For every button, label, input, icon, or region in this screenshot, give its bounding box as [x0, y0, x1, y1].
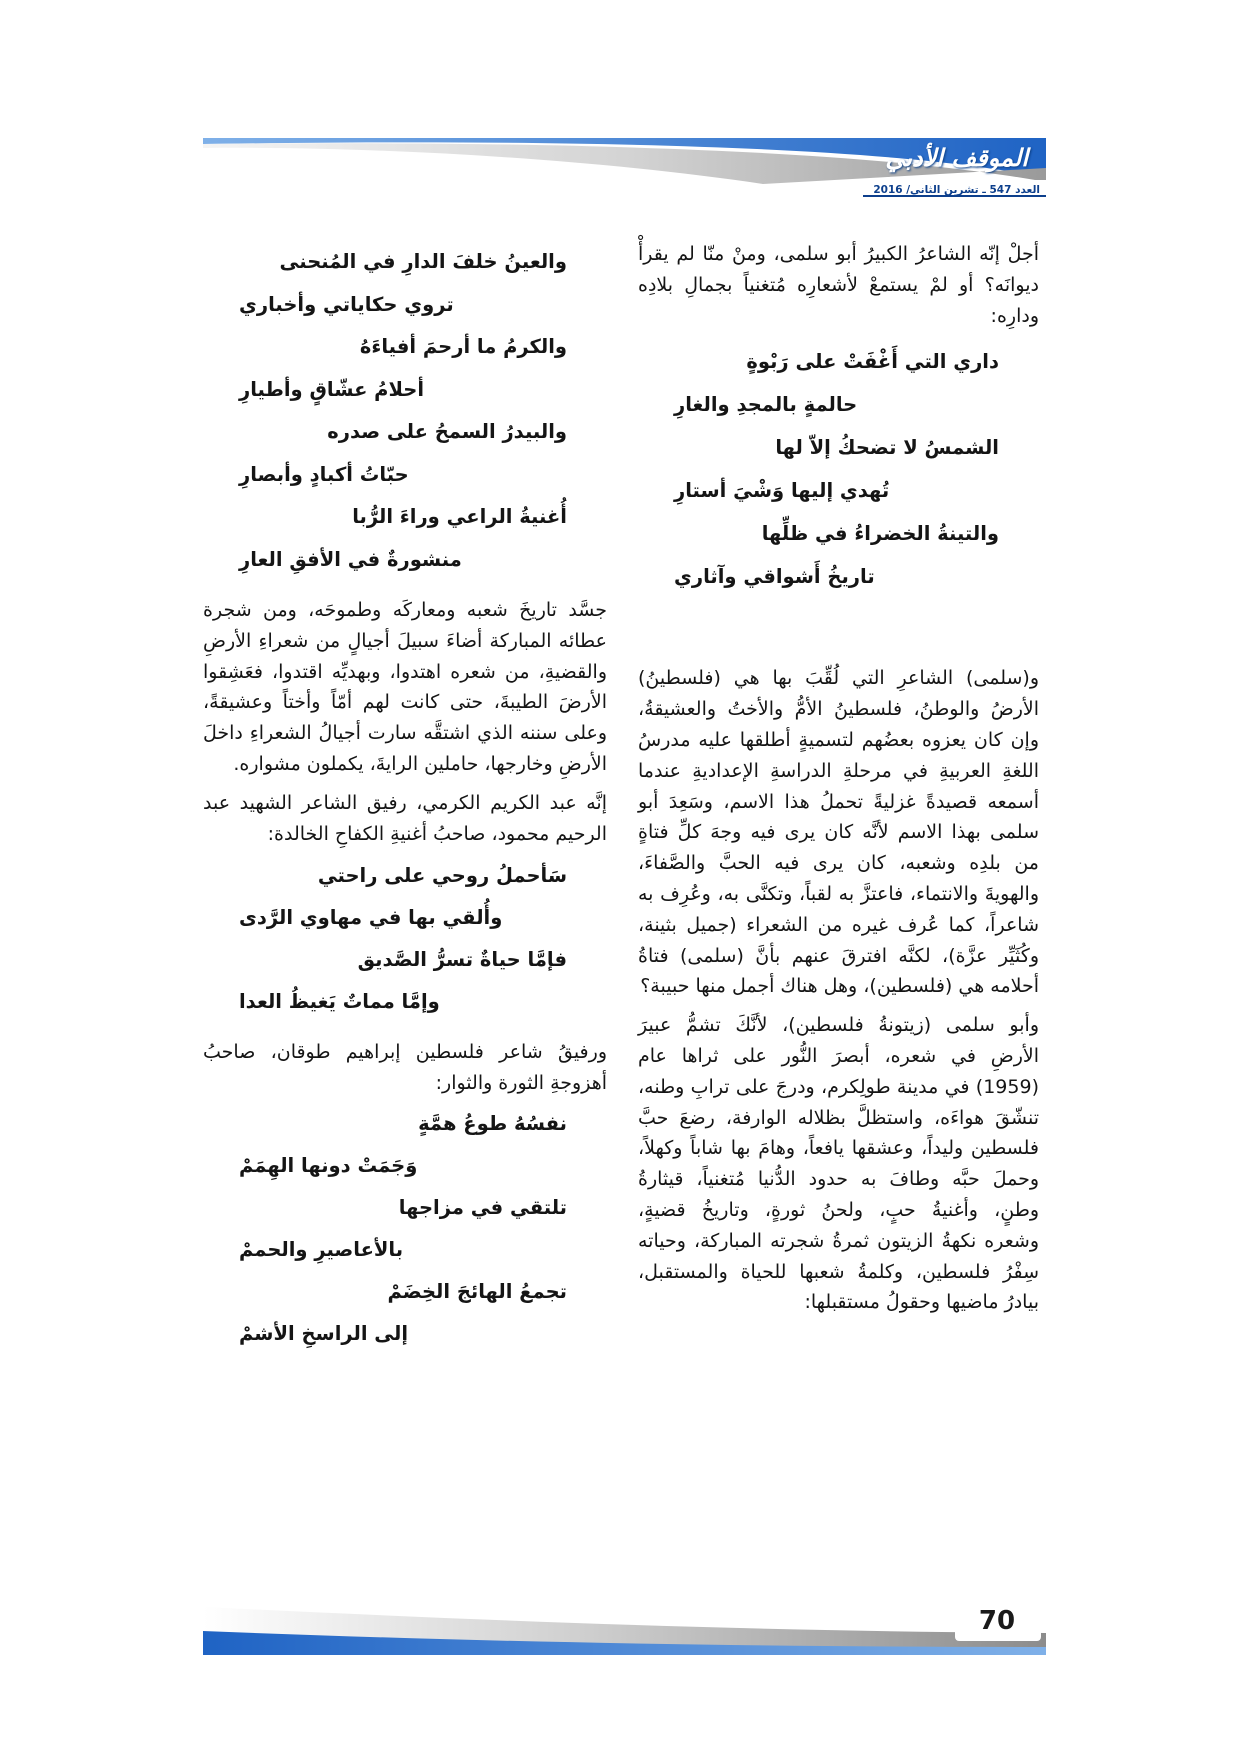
poem-4	[203, 1113, 607, 1365]
issue-info: العدد 547 ـ تشرين الثاني/ 2016	[873, 184, 1040, 196]
paragraph-tuqan: ورفيقُ شاعر فلسطين إبراهيم طوقان، صاحبُ أهزوجةِ الثورة والثوار:	[203, 1041, 607, 1095]
poem-3-line: وأُلقي بها في مهاوي الرَّدى	[239, 906, 503, 930]
footer-banner-graphic	[203, 1597, 1046, 1655]
poem-1-line: تاريخُ أَشواقي وآثاري	[674, 565, 875, 589]
poem-4-line: تجمعُ الهائجَ الخِضَمْ	[387, 1279, 567, 1303]
poem-4-line: نفسُهُ طوعُ همَّةٍ	[418, 1111, 567, 1135]
poem-3-line: فإمَّا حياةٌ تسرُّ الصَّديق	[357, 948, 567, 972]
poem-4-line: تلتقي في مزاجها	[398, 1195, 567, 1219]
poem-1-line: تُهدي إليها وَشْيَ أستارِ	[674, 479, 890, 503]
poem-1-line: داري التي أَغْفَتْ على رَبْوةٍ	[746, 350, 999, 374]
left-column	[203, 217, 607, 1365]
poem-2-line: والبيدرُ السمحُ على صدره	[327, 420, 567, 443]
poem-2-line: منشورةٌ في الأفقِ العارِ	[239, 547, 462, 571]
magazine-logo: الموقف الأدبي	[885, 144, 1028, 172]
poem-2-line: أُغنيةُ الراعي وراءَ الرُّبا	[352, 505, 567, 528]
poem-4-line: وَجَمَتْ دونها الهِمَمْ	[239, 1153, 418, 1177]
poem-1	[638, 351, 1039, 609]
page-footer	[203, 1597, 1046, 1655]
page-number: 70	[978, 1606, 1016, 1636]
poem-3-line: سَأحملُ روحي على راحتي	[317, 864, 567, 888]
poem-1-line: والتينةُ الخضراءُ في ظلِّها	[761, 522, 999, 546]
poem-2-line: والكرمُ ما أرحمَ أفياءَهُ	[359, 335, 567, 358]
poem-2-line: أحلامُ عشّاقٍ وأطيارِ	[239, 377, 425, 401]
paragraph-salma: و(سلمى) الشاعرِ التي لُقِّبَ بها هي (فلسطينُ) الأرضُ والوطنُ، فلسطينُ الأمُّ والأختُ والعشيقةُ، وإن كان يعزوه بعضُهم لتسميةٍ أطلقها عليه مدرسُ اللغةِ العربيةِ في مرحلةِ الدراسةِ الإعداديةِ عندما أسمعه قصيدةً غزليةً تحملُ هذا الاسم، وسَعِدَ أبو سلمى بهذا الاسم لأنَّه كان يرى فيه وجهَ كلِّ فتاةٍ من بلدِه وشعبه، كان يرى فيه الحبَّ والصَّفاءَ، والهويةَ والانتماء، فاعتزَّ به لقباً، وتكنَّى به، وعُرِف به شاعراً، كما عُرف غيره من الشعراء (جميل بثينة، وكُثَيِّر عزَّة)، لكنَّه افترقَ عنهم بأنَّ (سلمى) فتاةُ أحلامه هي (فلسطين)، وهل هناك أجمل منها حبيبة؟	[638, 667, 1039, 998]
poem-1-line: حالمةٍ بالمجدِ والغارِ	[674, 393, 858, 417]
right-column	[638, 217, 1039, 1318]
poem-3-line: وإمَّا مماتٌ يَغيظُ العدا	[239, 990, 440, 1014]
poem-2-line: والعينُ خلفَ الدارِ في المُنحنى	[279, 250, 567, 273]
poem-4-line: بالأعاصيرِ والحممْ	[239, 1237, 404, 1261]
poem-3	[203, 865, 607, 1033]
poem-2-line: حبّاتُ أكبادٍ وأبصارِ	[239, 462, 409, 486]
paragraph-karmi: إنَّه عبد الكريم الكرمي، رفيق الشاعر الشهيد عبد الرحيم محمود، صاحبُ أغنيةِ الكفاحِ الخالدة:	[203, 791, 607, 845]
page-header	[203, 138, 1046, 200]
intro-paragraph: أجلْ إنّه الشاعرُ الكبيرُ أبو سلمى، ومنْ منّا لم يقرأْ ديوانَه؟ أو لمْ يستمعْ لأشعارِه مُتغنياً بجمالِ بلادِه ودارِه:	[638, 243, 1039, 327]
paragraph-history: جسَّد تاريخَ شعبه ومعاركَه وطموحَه، ومن شجرة عطائه المباركة أضاءَ سبيلَ أجيالٍ من شعراءِ الأرضِ والقضيةِ، من شعره اهتدوا، وبهديِّه اقتدوا، فعَشِقوا الأرضَ الطيبةَ، حتى كانت لهم أمّاً وأختاً وعشيقةً، وعلى سننه الذي اشتقَّه سارت أجيالُ الشعراءِ داخلَ الأرضِ وخارجها، حاملين الرايةَ، يكملون مشواره.	[203, 599, 607, 775]
poem-2-line: تروي حكاياتي وأخباري	[239, 292, 454, 316]
poem-2	[203, 251, 607, 591]
poem-4-line: إلى الراسخِ الأشمْ	[239, 1321, 409, 1345]
poem-1-line: الشمسُ لا تضحكُ إلاّ لها	[775, 436, 999, 460]
paragraph-olive: وأبو سلمى (زيتونةُ فلسطين)، لأنَّكَ تشمُّ عبيرَ الأرضِ في شعره، أبصرَ النُّور على ثراها عام (1959) في مدينة طولِكرم، ودرجَ على ترابِ وطنه، تنشّقَ هواءَه، واستظلَّ بظلاله الوارفة، رضعَ حبَّ فلسطين وليداً، وعشقها يافعاً، وهامَ بها شاباً وكهلاً، وحملَ حبَّه وطافَ به حدود الدُّنيا مُتغنياً، قيثارةُ وطنٍ، وأغنيةُ حبٍ، ولحنُ ثورةٍ، وتاريخُ قضيةٍ، وشعره نكهةُ الزيتون ثمرةُ شجرته المباركة، وحياته سِفْرُ فلسطين، وكلمةُ شعبها للحياة والمستقبل، بيادرُ ماضيها وحقولُ مستقبلها:	[638, 1014, 1039, 1314]
